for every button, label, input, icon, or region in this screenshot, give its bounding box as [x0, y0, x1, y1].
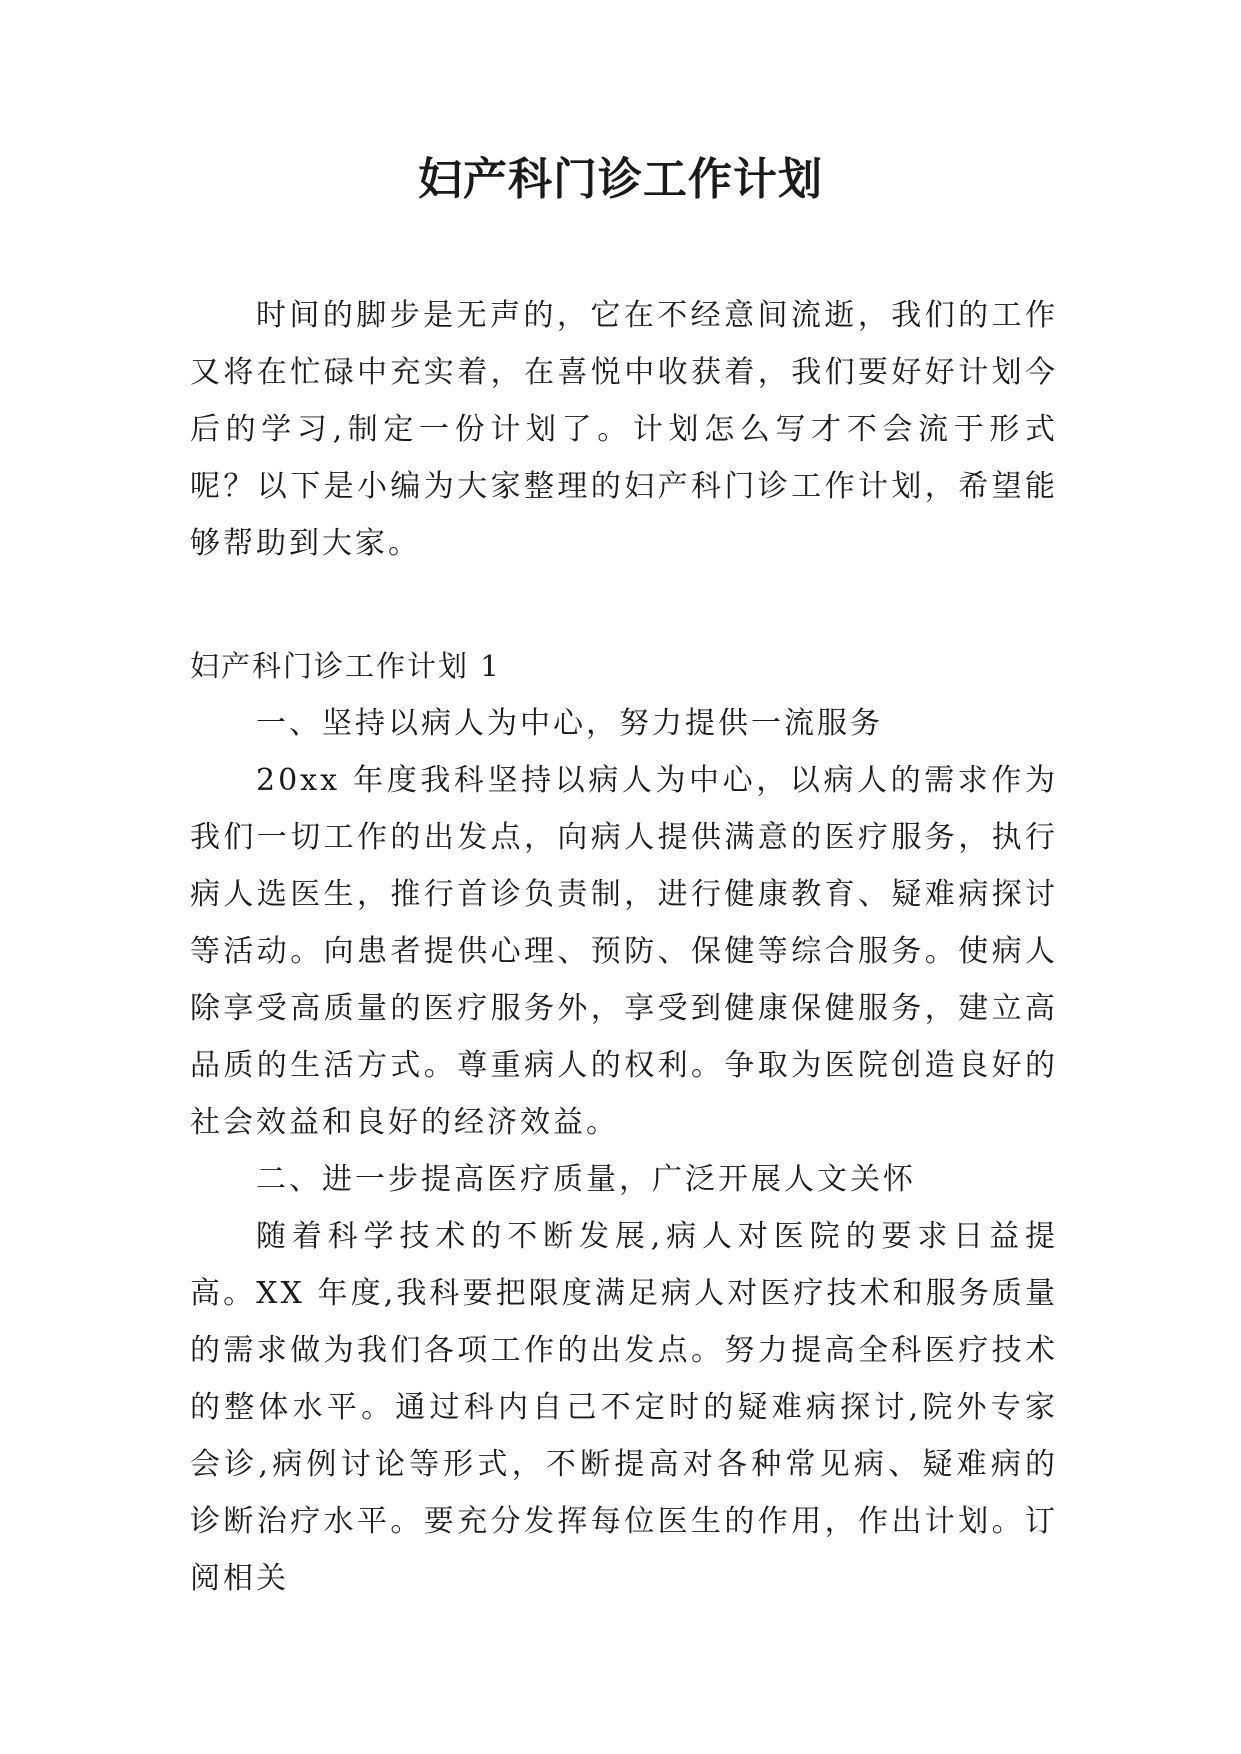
paragraph-medical-quality: 随着科学技术的不断发展,病人对医院的要求日益提高。XX 年度,我科要把限度满足病人对医疗技术和服务质量的需求做为我们各项工作的出发点。努力提高全科医疗技术的整体水平。通过科内自己不定时的疑难病探讨,院外专家会诊,病例讨论等形式，不断提高对各种常见病、疑难病的诊断治疗水平。要充分发挥每位医生的作用，作出计划。订阅相关	[190, 1219, 1058, 1596]
section-content	[190, 695, 1058, 1607]
section-title: 妇产科门诊工作计划 1	[190, 649, 501, 683]
heading-medical-quality: 二、进一步提高医疗质量，广泛开展人文关怀	[256, 1162, 916, 1197]
paragraph-patient-centered: 20xx 年度我科坚持以病人为中心，以病人的需求作为我们一切工作的出发点，向病人提供满意的医疗服务，执行病人选医生，推行首诊负责制，进行健康教育、疑难病探讨等活动。向患者提供心理、预防、保健等综合服务。使病人除享受高质量的医疗服务外，享受到健康保健服务，建立高品质的生活方式。尊重病人的权利。争取为医院创造良好的社会效益和良好的经济效益。	[190, 763, 1058, 1140]
intro-paragraph: 时间的脚步是无声的，它在不经意间流逝，我们的工作又将在忙碌中充实着，在喜悦中收获着，我们要好好计划今后的学习,制定一份计划了。计划怎么写才不会流于形式呢？以下是小编为大家整理的妇产科门诊工作计划，希望能够帮助到大家。	[190, 298, 1058, 561]
document-title: 妇产科门诊工作计划	[418, 154, 823, 205]
heading-patient-centered: 一、坚持以病人为中心，努力提供一流服务	[256, 706, 883, 741]
